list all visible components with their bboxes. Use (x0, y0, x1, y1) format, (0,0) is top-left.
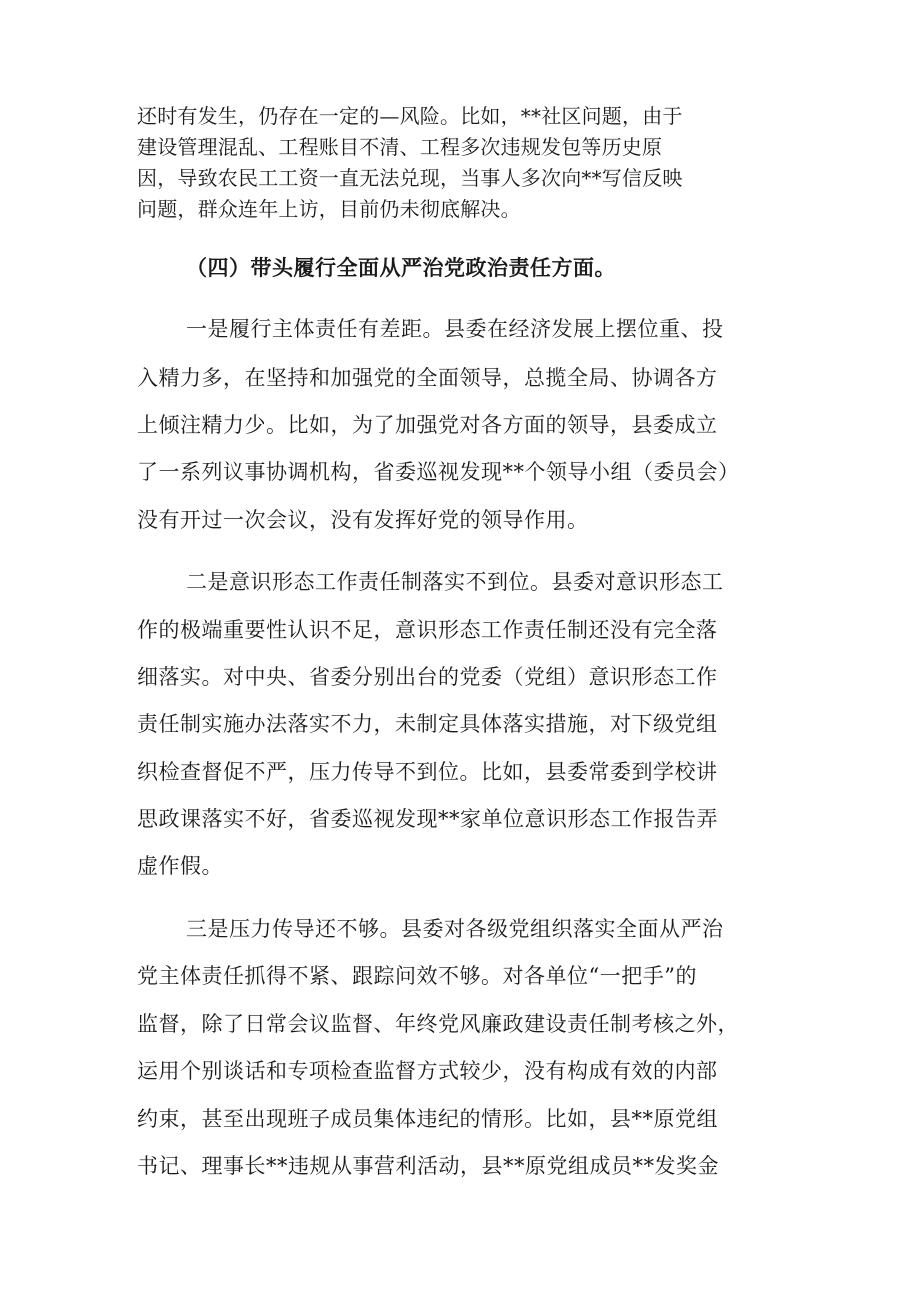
text-line: 作的极端重要性认识不足，意识形态工作责任制还没有完全落 (137, 618, 718, 642)
text-line: 书记、理事长**违规从事营利活动，县**原党组成员**发奖金 (137, 1154, 719, 1178)
text-line: 思政课落实不好，省委巡视发现**家单位意识形态工作报告弄 (137, 807, 718, 831)
section-heading: （四）带头履行全面从严治党政治责任方面。 (186, 255, 616, 280)
text-line: 责任制实施办法落实不力，未制定具体落实措施，对下级党组 (137, 712, 718, 736)
text-line: 没有开过一次会议，没有发挥好党的领导作用。 (137, 508, 589, 532)
text-line: 虚作假。 (137, 854, 223, 878)
text-line: 织检查督促不严，压力传导不到位。比如，县委常委到学校讲 (137, 760, 718, 784)
text-line: 上倾注精力少。比如，为了加强党对各方面的领导，县委成立 (137, 413, 718, 437)
text-line: 入精力多，在坚持和加强党的全面领导，总揽全局、协调各方 (137, 366, 718, 390)
text-line: 还时有发生，仍存在一定的—风险。比如，**社区问题，由于 (137, 104, 683, 128)
text-line: 监督，除了日常会议监督、年终党风廉政建设责任制考核之外， (137, 1012, 739, 1036)
text-line: 细落实。对中央、省委分别出台的党委（党组）意识形态工作 (137, 665, 718, 689)
text-line: 因，导致农民工工资一直无法兑现，当事人多次向**写信反映 (137, 166, 683, 190)
text-line: 了一系列议事协调机构，省委巡视发现**个领导小组（委员会） (137, 460, 740, 484)
text-line: 党主体责任抓得不紧、跟踪问效不够。对各单位“一把手”的 (137, 964, 697, 988)
text-line: 三是压力传导还不够。县委对各级党组织落实全面从严治 (186, 917, 724, 941)
text-line: 问题，群众连年上访，目前仍未彻底解决。 (137, 197, 521, 221)
text-line: 约束，甚至出现班子成员集体违纪的情形。比如，县**原党组 (137, 1107, 718, 1131)
text-line: 运用个别谈话和专项检查监督方式较少，没有构成有效的内部 (137, 1059, 718, 1083)
text-line: 建设管理混乱、工程账目不清、工程多次违规发包等历史原 (137, 135, 663, 159)
text-line: 一是履行主体责任有差距。县委在经济发展上摆位重、投 (186, 317, 724, 341)
text-line: 二是意识形态工作责任制落实不到位。县委对意识形态工 (186, 570, 724, 594)
